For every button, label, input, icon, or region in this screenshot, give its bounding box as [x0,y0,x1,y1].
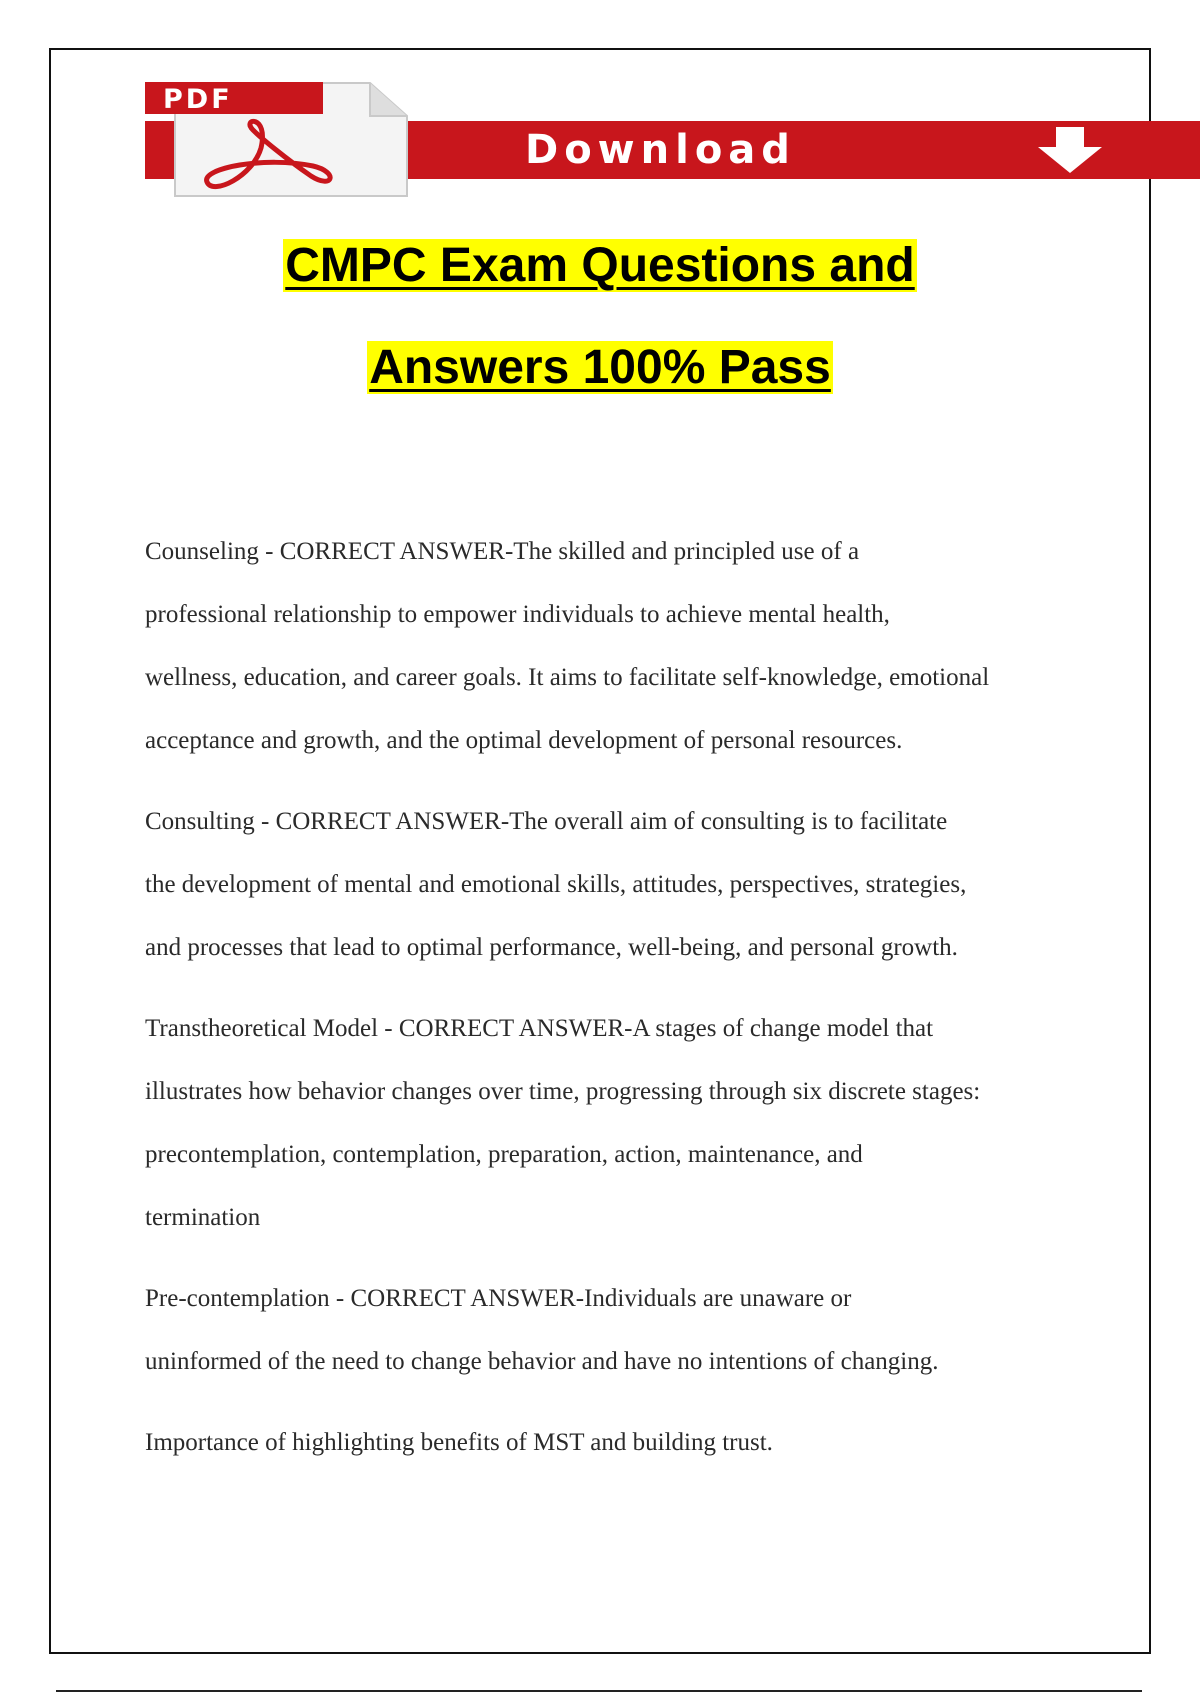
qa-content [145,520,1075,1492]
text-line: Importance of highlighting benefits of MST and building trust. [145,1429,773,1456]
text-line: precontemplation, contemplation, preparation, action, maintenance, and [145,1141,863,1168]
qa-entry-counseling [145,520,1075,772]
text-line: termination [145,1204,261,1231]
text-line: the development of mental and emotional skills, attitudes, perspectives, strategies, [145,871,967,898]
title-line-2-text: Answers 100% Pass [369,341,831,394]
pdf-file-icon [145,78,410,198]
text-line: illustrates how behavior changes over time, progressing through six discrete stages: [145,1078,981,1105]
qa-entry-pre-contemplation [145,1267,1075,1393]
download-arrow-icon[interactable] [1030,125,1110,175]
document-title-line-2 [0,340,1200,395]
text-line: Transtheoretical Model - CORRECT ANSWER-A stages of change model that [145,1015,934,1042]
qa-entry-transtheoretical-model [145,997,1075,1249]
text-line: Consulting - CORRECT ANSWER-The overall aim of consulting is to facilitate [145,808,948,835]
text-line: and processes that lead to optimal performance, well-being, and personal growth. [145,934,958,961]
document-title-line-1 [0,238,1200,293]
qa-entry-mst-importance [145,1411,1075,1474]
pdf-label: PDF [163,84,233,115]
text-line: acceptance and growth, and the optimal development of personal resources. [145,727,903,754]
text-line: professional relationship to empower individuals to achieve mental health, [145,601,890,628]
text-line: uninformed of the need to change behavior and have no intentions of changing. [145,1348,939,1375]
text-line: Counseling - CORRECT ANSWER-The skilled and principled use of a [145,538,860,565]
download-banner[interactable] [145,78,1200,208]
text-line: Pre-contemplation - CORRECT ANSWER-Individuals are unaware or [145,1285,852,1312]
title-line-1-text: CMPC Exam Questions and [285,239,915,292]
download-label[interactable]: Download [525,127,796,173]
qa-entry-consulting [145,790,1075,979]
text-line: wellness, education, and career goals. It aims to facilitate self-knowledge, emotional [145,664,990,691]
bottom-rule [56,1690,1142,1692]
